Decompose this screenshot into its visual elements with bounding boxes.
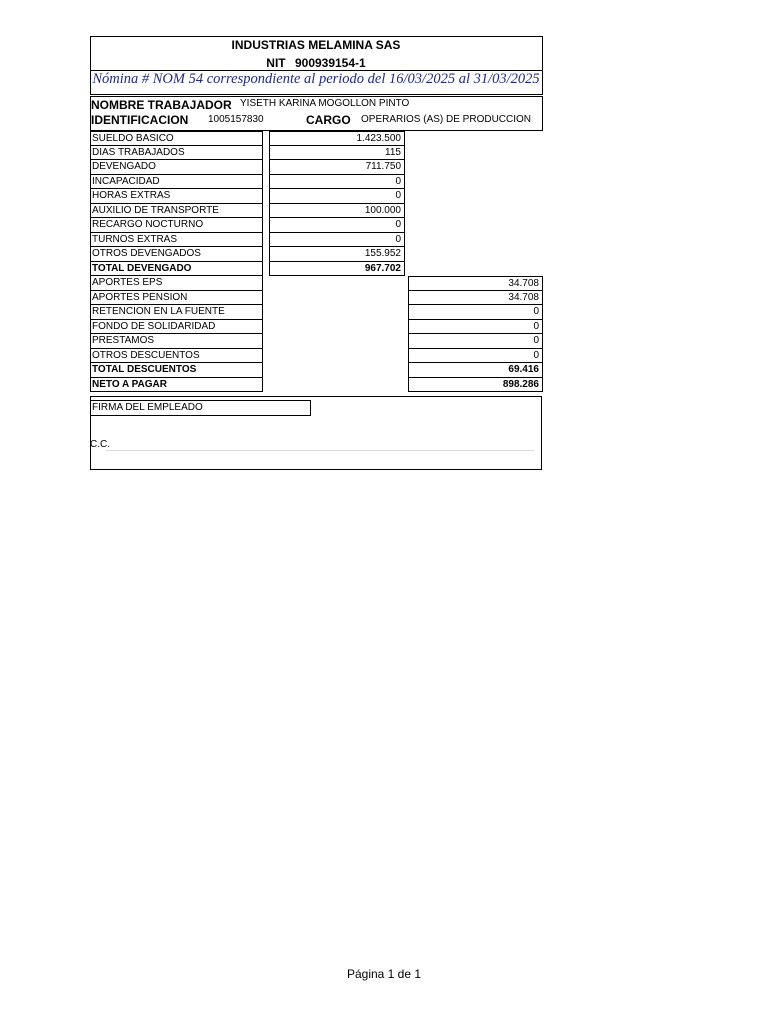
- descuento-label: OTROS DESCUENTOS: [90, 349, 263, 364]
- descuento-label: TOTAL DESCUENTOS: [90, 363, 263, 378]
- devengado-label: RECARGO NOCTURNO: [90, 218, 263, 233]
- name-value: YISETH KARINA MOGOLLON PINTO: [240, 98, 410, 109]
- descuento-value: 898.286: [408, 378, 543, 393]
- descuento-value: 0: [408, 349, 543, 364]
- devengado-value: 0: [269, 175, 405, 190]
- descuento-label: APORTES PENSION: [90, 291, 263, 306]
- devengado-value: 711.750: [269, 160, 405, 175]
- descuento-value: 0: [408, 334, 543, 349]
- devengado-label: TOTAL DEVENGADO: [90, 262, 263, 277]
- descuento-label: NETO A PAGAR: [90, 378, 263, 393]
- company-nit: [90, 56, 542, 70]
- devengado-value: 967.702: [269, 262, 405, 277]
- id-value: 1005157830: [208, 114, 264, 125]
- descuento-label: APORTES EPS: [90, 276, 263, 291]
- descuento-value: 0: [408, 305, 543, 320]
- devengado-label: HORAS EXTRAS: [90, 189, 263, 204]
- devengado-value: 155.952: [269, 247, 405, 262]
- company-name: INDUSTRIAS MELAMINA SAS: [231, 38, 401, 52]
- descuento-value: 34.708: [408, 291, 543, 306]
- devengado-label: OTROS DEVENGADOS: [90, 247, 263, 262]
- devengado-label: DIAS TRABAJADOS: [90, 146, 263, 161]
- name-label: NOMBRE TRABAJADOR: [91, 98, 232, 112]
- id-label: IDENTIFICACION: [91, 113, 189, 127]
- cargo-value: OPERARIOS (AS) DE PRODUCCION: [361, 114, 532, 125]
- nit-label: NIT: [266, 56, 286, 70]
- devengado-label: AUXILIO DE TRANSPORTE: [90, 204, 263, 219]
- descuento-label: FONDO DE SOLIDARIDAD: [90, 320, 263, 335]
- cc-label: C.C.: [90, 439, 110, 450]
- devengado-value: 100.000: [269, 204, 405, 219]
- devengado-label: SUELDO BASICO: [90, 131, 263, 146]
- descuento-label: RETENCION EN LA FUENTE: [90, 305, 263, 320]
- descuento-label: PRESTAMOS: [90, 334, 263, 349]
- page-indicator: Página 1 de 1: [346, 967, 422, 981]
- descuento-value: 0: [408, 320, 543, 335]
- devengado-value: 0: [269, 189, 405, 204]
- nomina-title: Nómina # NOM 54 correspondiente al periodo del 16/03/2025 al 31/03/2025: [92, 71, 540, 87]
- cargo-label: CARGO: [306, 113, 351, 127]
- devengado-value: 0: [269, 233, 405, 248]
- cc-line: [106, 450, 534, 451]
- nit-value: 900939154-1: [294, 56, 366, 70]
- devengado-label: TURNOS EXTRAS: [90, 233, 263, 248]
- devengado-label: DEVENGADO: [90, 160, 263, 175]
- signature-label: FIRMA DEL EMPLEADO: [90, 400, 311, 416]
- descuento-value: 34.708: [408, 276, 543, 291]
- descuento-value: 69.416: [408, 363, 543, 378]
- devengado-value: 0: [269, 218, 405, 233]
- devengado-label: INCAPACIDAD: [90, 175, 263, 190]
- devengado-value: 115: [269, 146, 405, 161]
- devengado-value: 1.423.500: [269, 131, 405, 146]
